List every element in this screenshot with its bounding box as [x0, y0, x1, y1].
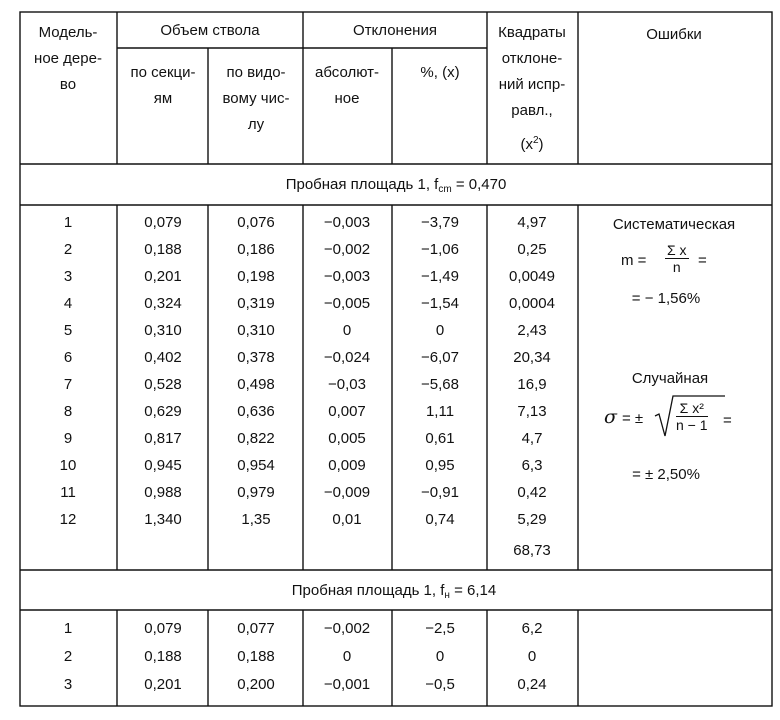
sigma-eq: = ±	[622, 410, 644, 427]
header-squares-1: Квадраты	[498, 24, 566, 41]
cell-tree-number: 5	[63, 322, 73, 339]
random-label: Случайная	[631, 370, 709, 387]
cell-deviation-percent: −5,68	[421, 376, 459, 393]
header-by-sections-1: по секци-	[130, 64, 196, 81]
header-volume: Объем ствола	[160, 22, 260, 39]
cell-tree-number: 11	[60, 484, 76, 501]
cell-deviation-absolute: −0,002	[323, 241, 371, 258]
cell-volume-by-sections: 0,201	[144, 676, 182, 693]
cell-deviation-percent: 0,95	[425, 457, 455, 474]
cell-tree-number: 10	[59, 457, 77, 474]
cell-volume-by-sections: 0,945	[144, 457, 182, 474]
header-squares-4: равл.,	[511, 102, 553, 119]
header-model-line1: Модель-	[38, 24, 98, 41]
cell-volume-by-species: 0,077	[237, 620, 275, 637]
cell-volume-by-species: 0,200	[237, 676, 275, 693]
cell-deviation-absolute: −0,009	[323, 484, 371, 501]
cell-deviation-absolute: 0,009	[328, 457, 366, 474]
cell-volume-by-sections: 0,079	[144, 620, 182, 637]
cell-deviation-percent: −0,5	[425, 676, 455, 693]
cell-volume-by-species: 0,822	[237, 430, 275, 447]
cell-deviation-percent: −1,06	[421, 241, 459, 258]
cell-deviation-percent: 0,74	[425, 511, 455, 528]
cell-deviation-squared: 5,29	[517, 511, 547, 528]
cell-deviation-percent: −2,5	[425, 620, 455, 637]
cell-deviation-squared: 4,97	[517, 214, 547, 231]
cell-deviation-squared: 0,42	[517, 484, 547, 501]
systematic-label: Систематическая	[612, 216, 736, 233]
m-eq: =	[698, 252, 707, 269]
cell-deviation-percent: −1,54	[421, 295, 459, 312]
cell-volume-by-species: 0,378	[237, 349, 275, 366]
cell-deviation-absolute: 0	[342, 648, 352, 665]
cell-volume-by-species: 0,498	[237, 376, 275, 393]
header-by-species-2: вому чис-	[222, 90, 290, 107]
section1-label: Пробная площадь 1, $f_{cm} = 0,470$	[285, 176, 507, 195]
cell-tree-number: 3	[63, 676, 73, 693]
cell-deviation-percent: 1,11	[425, 403, 455, 420]
cell-deviation-absolute: 0,01	[332, 511, 362, 528]
cell-volume-by-sections: 0,402	[144, 349, 182, 366]
cell-deviation-squared: 0,25	[517, 241, 547, 258]
section2-label: Пробная площадь 1, $f_н = 6,14$	[291, 582, 497, 601]
cell-deviation-absolute: −0,03	[328, 376, 366, 393]
cell-deviation-percent: −3,79	[421, 214, 459, 231]
header-squares-2: отклоне-	[501, 50, 563, 67]
cell-tree-number: 2	[63, 648, 73, 665]
cell-tree-number: 8	[63, 403, 73, 420]
m-fraction: $\frac{\text{Σ x}}{n}$	[667, 242, 687, 275]
cell-deviation-percent: −0,91	[421, 484, 459, 501]
s-eq: =	[723, 412, 732, 429]
header-percent: %, (x)	[420, 64, 460, 81]
cell-tree-number: 4	[63, 295, 73, 312]
cell-deviation-absolute: 0	[342, 322, 352, 339]
cell-deviation-absolute: −0,001	[323, 676, 371, 693]
cell-deviation-squared: 4,7	[521, 430, 543, 447]
cell-volume-by-species: 0,186	[237, 241, 275, 258]
cell-volume-by-species: 1,35	[241, 511, 271, 528]
cell-volume-by-sections: 0,988	[144, 484, 182, 501]
cell-volume-by-species: 0,310	[237, 322, 275, 339]
cell-volume-by-sections: 0,310	[144, 322, 182, 339]
cell-volume-by-sections: 0,324	[144, 295, 182, 312]
cell-deviation-percent: −1,49	[421, 268, 459, 285]
cell-volume-by-sections: 0,201	[144, 268, 182, 285]
cell-tree-number: 12	[59, 511, 77, 528]
cell-volume-by-sections: 0,629	[144, 403, 182, 420]
cell-deviation-squared: 7,13	[517, 403, 547, 420]
cell-deviation-absolute: −0,024	[323, 349, 371, 366]
header-model-line2: ное дере-	[34, 50, 102, 67]
cell-tree-number: 1	[63, 214, 73, 231]
cell-deviation-absolute: −0,002	[323, 620, 371, 637]
cell-deviation-squared: 0,0049	[509, 268, 555, 285]
header-squares-3: ний испр-	[498, 76, 566, 93]
cell-deviation-percent: −6,07	[421, 349, 459, 366]
header-absolute-1: абсолют-	[315, 64, 379, 81]
sigma-symbol: σ	[604, 406, 617, 428]
header-model-line3: во	[59, 76, 77, 93]
cell-deviation-squared: 0,24	[517, 676, 547, 693]
sigma-fraction: $\frac{\text{Σ x²}}{n - 1}$	[676, 400, 708, 433]
cell-deviation-squared: 20,34	[513, 349, 551, 366]
cell-deviation-squared: 6,2	[521, 620, 543, 637]
m-result: = − 1,56%	[631, 290, 701, 307]
cell-tree-number: 1	[63, 620, 73, 637]
cell-deviation-squared: 6,3	[521, 457, 543, 474]
header-by-species-1: по видо-	[226, 64, 286, 81]
header-squares-5: $(x^2)$	[520, 135, 544, 153]
cell-deviation-squared: 0,0004	[509, 295, 555, 312]
total-squares: 68,73	[513, 542, 551, 559]
cell-deviation-absolute: −0,003	[323, 214, 371, 231]
header-absolute-2: ное	[334, 90, 360, 107]
cell-deviation-absolute: −0,005	[323, 295, 371, 312]
header-by-species-3: лу	[247, 116, 265, 133]
cell-volume-by-sections: 0,188	[144, 648, 182, 665]
cell-deviation-percent: 0	[435, 322, 445, 339]
cell-volume-by-species: 0,076	[237, 214, 275, 231]
cell-deviation-absolute: 0,005	[328, 430, 366, 447]
cell-tree-number: 6	[63, 349, 73, 366]
cell-volume-by-sections: 0,188	[144, 241, 182, 258]
cell-deviation-squared: 16,9	[517, 376, 547, 393]
cell-volume-by-species: 0,198	[237, 268, 275, 285]
cell-volume-by-sections: 1,340	[144, 511, 182, 528]
cell-deviation-squared: 2,43	[517, 322, 547, 339]
s-result: = ± 2,50%	[632, 466, 700, 483]
cell-volume-by-sections: 0,528	[144, 376, 182, 393]
cell-volume-by-species: 0,954	[237, 457, 275, 474]
cell-volume-by-species: 0,636	[237, 403, 275, 420]
cell-deviation-absolute: −0,003	[323, 268, 371, 285]
cell-deviation-percent: 0	[435, 648, 445, 665]
cell-deviation-percent: 0,61	[425, 430, 455, 447]
cell-tree-number: 7	[63, 376, 73, 393]
cell-volume-by-species: 0,188	[237, 648, 275, 665]
header-deviations: Отклонения	[353, 22, 437, 39]
header-by-sections-2: ям	[153, 90, 173, 107]
cell-volume-by-sections: 0,079	[144, 214, 182, 231]
header-errors: Ошибки	[646, 26, 702, 43]
cell-tree-number: 9	[63, 430, 73, 447]
cell-tree-number: 2	[63, 241, 73, 258]
cell-volume-by-sections: 0,817	[144, 430, 182, 447]
cell-volume-by-species: 0,319	[237, 295, 275, 312]
cell-volume-by-species: 0,979	[237, 484, 275, 501]
cell-deviation-squared: 0	[527, 648, 537, 665]
cell-deviation-absolute: 0,007	[328, 403, 366, 420]
cell-tree-number: 3	[63, 268, 73, 285]
m-lhs: m =	[621, 252, 647, 269]
